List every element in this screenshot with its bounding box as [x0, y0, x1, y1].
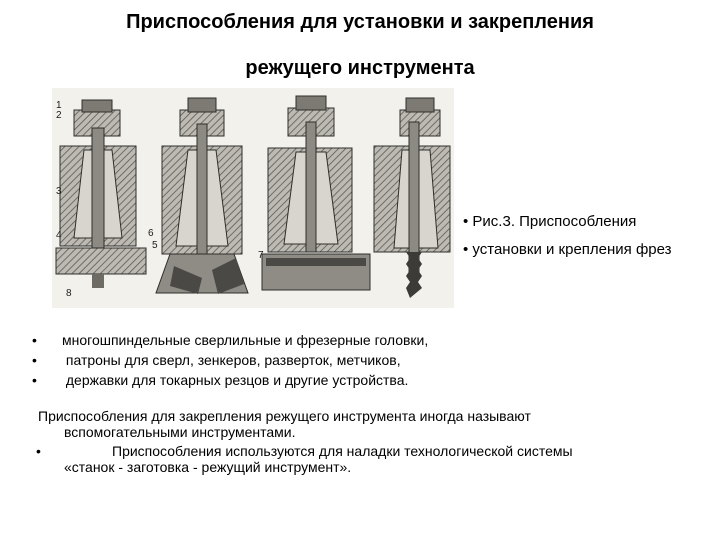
- list-item: [32, 332, 592, 352]
- callout-2: 2: [56, 110, 62, 121]
- figure-caption-line-2: • установки и крепления фрез: [463, 241, 672, 258]
- paragraph-1-line-2: вспомогательными инструментами.: [64, 424, 296, 440]
- callout-1: 1: [56, 100, 62, 111]
- bullet-marker: •: [32, 372, 37, 388]
- callout-5: 5: [152, 240, 158, 251]
- page-title-line-2: режущего инструмента: [245, 57, 475, 79]
- paragraph-1-line-1: Приспособления для закрепления режущего инструмента иногда называют: [38, 408, 531, 424]
- list-item-text: державки для токарных резцов и другие устройства.: [62, 372, 409, 388]
- bullet-marker: •: [32, 332, 37, 348]
- tool-holder-figure: [52, 88, 454, 308]
- figure-caption-line-1: • Рис.3. Приспособления: [463, 213, 637, 230]
- callout-7: 7: [258, 250, 264, 261]
- paragraph-2-line-2: «станок - заготовка - режущий инструмент».: [64, 459, 352, 475]
- callout-3: 3: [56, 186, 62, 197]
- paragraph-2-line-1: Приспособления используются для наладки технологической системы: [112, 443, 573, 459]
- callout-6: 6: [148, 228, 154, 239]
- list-item-text: патроны для сверл, зенкеров, разверток, метчиков,: [62, 352, 401, 368]
- tool-holder-drawing: [52, 88, 454, 308]
- bullet-marker: •: [32, 352, 37, 368]
- callout-4: 4: [56, 230, 62, 241]
- page-title-line-1: Приспособления для установки и закрепления: [126, 11, 594, 33]
- bullet-list: [32, 332, 592, 392]
- list-item-text: многошпиндельные сверлильные и фрезерные головки,: [62, 332, 429, 348]
- callout-8: 8: [66, 288, 72, 299]
- list-item: [32, 352, 592, 372]
- paragraph-2-bullet-marker: •: [36, 443, 41, 459]
- list-item: [32, 372, 592, 392]
